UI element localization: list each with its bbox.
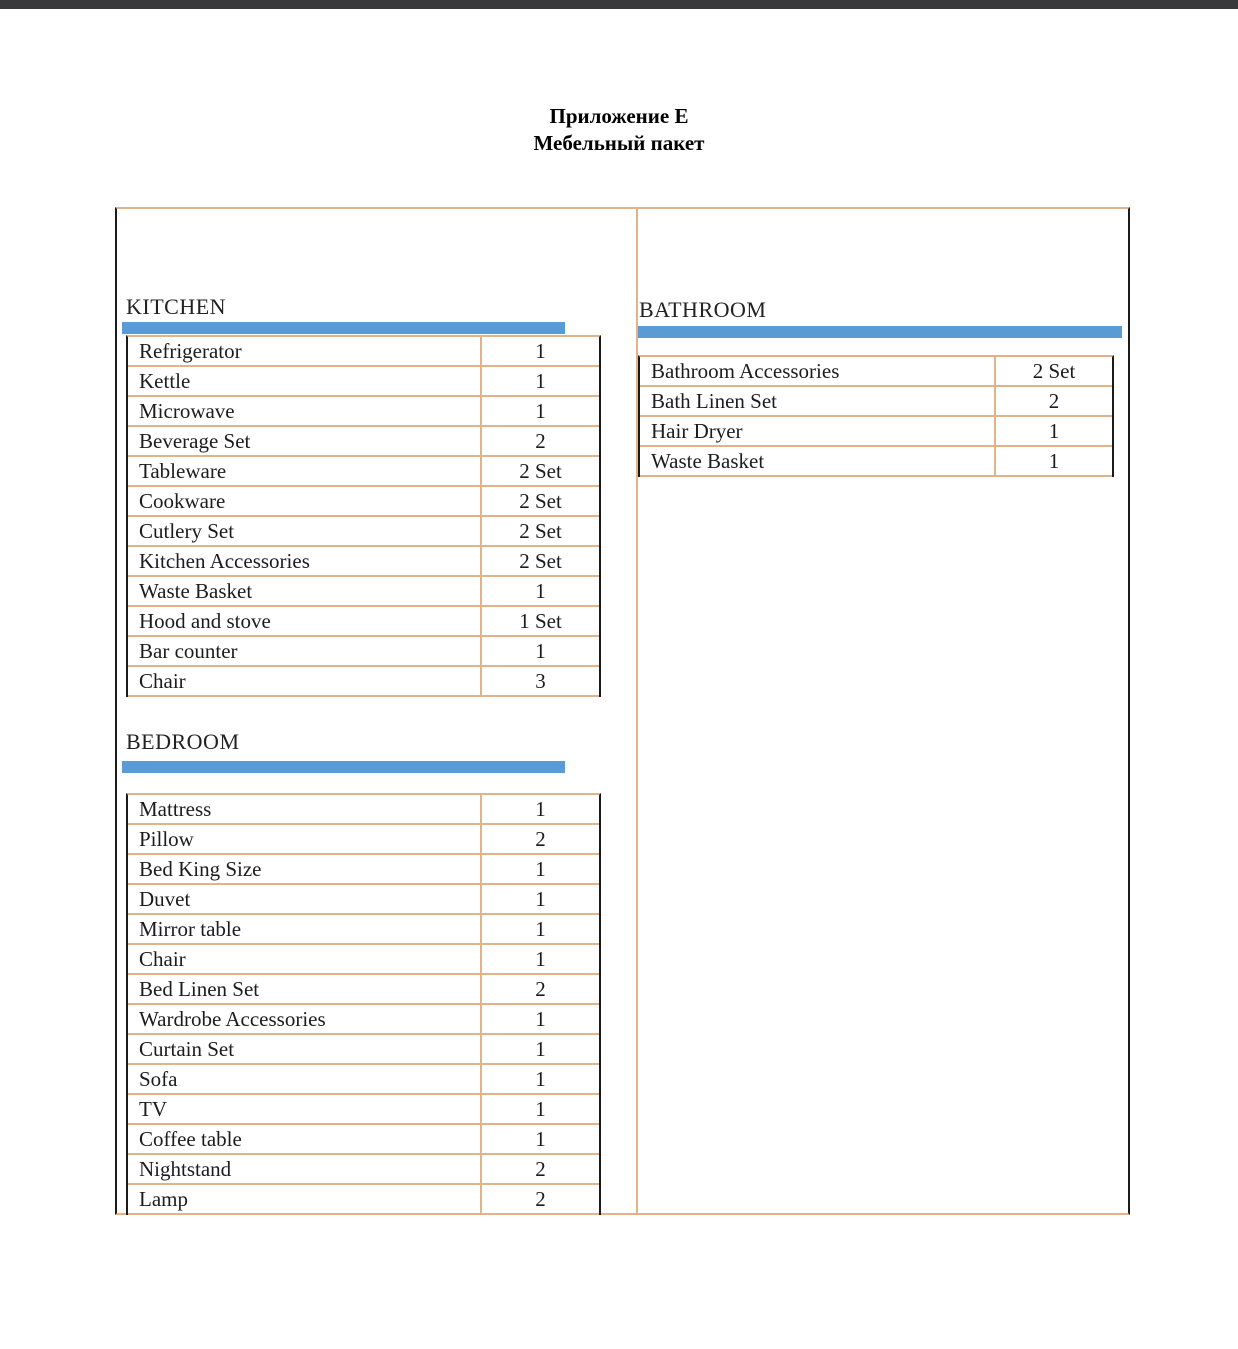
document-title xyxy=(0,103,1238,157)
item-name-cell: Hood and stove xyxy=(139,609,271,633)
item-qty-cell: 2 xyxy=(480,1185,599,1213)
section-heading-kitchen: KITCHEN xyxy=(126,294,227,319)
item-name-cell: Mattress xyxy=(139,797,212,821)
item-qty-cell: 2 xyxy=(480,975,599,1003)
item-qty-cell: 1 xyxy=(480,637,599,665)
table-row xyxy=(640,387,1112,417)
table-row xyxy=(128,607,599,637)
item-qty-cell: 1 Set xyxy=(480,607,599,635)
item-name-cell: Wardrobe Accessories xyxy=(139,1007,326,1031)
item-name-cell: Bed King Size xyxy=(139,857,262,881)
item-qty-cell: 2 Set xyxy=(480,457,599,485)
table-row xyxy=(128,975,599,1005)
item-name-cell: Cookware xyxy=(139,489,226,513)
item-name-cell: Bed Linen Set xyxy=(139,977,260,1001)
bathroom-table xyxy=(638,355,1114,477)
table-row xyxy=(128,1155,599,1185)
item-name-cell: Bar counter xyxy=(139,639,238,663)
table-row xyxy=(640,447,1112,477)
table-row xyxy=(128,337,599,367)
item-qty-cell: 2 xyxy=(480,825,599,853)
table-row xyxy=(128,637,599,667)
item-qty-cell: 1 xyxy=(994,447,1112,475)
item-name-cell: Coffee table xyxy=(139,1127,242,1151)
item-name-cell: Cutlery Set xyxy=(139,519,235,543)
item-name-cell: Pillow xyxy=(139,827,194,851)
item-name-cell: Mirror table xyxy=(139,917,242,941)
table-row xyxy=(128,547,599,577)
window-top-bar xyxy=(0,0,1238,9)
item-name-cell: Tableware xyxy=(139,459,227,483)
table-row xyxy=(128,1185,599,1215)
table-row xyxy=(128,855,599,885)
item-name-cell: Lamp xyxy=(139,1187,188,1211)
table-row xyxy=(128,397,599,427)
item-qty-cell: 2 Set xyxy=(480,547,599,575)
item-name-cell: Chair xyxy=(139,669,186,693)
table-row xyxy=(128,1035,599,1065)
item-qty-cell: 1 xyxy=(480,1095,599,1123)
item-name-cell: Kettle xyxy=(139,369,191,393)
section-heading-bathroom: BATHROOM xyxy=(639,297,767,322)
item-qty-cell: 1 xyxy=(480,1005,599,1033)
item-qty-cell: 1 xyxy=(480,885,599,913)
item-qty-cell: 1 xyxy=(480,945,599,973)
table-row xyxy=(128,487,599,517)
table-row xyxy=(640,357,1112,387)
item-name-cell: Kitchen Accessories xyxy=(139,549,310,573)
item-qty-cell: 1 xyxy=(480,1125,599,1153)
table-row xyxy=(128,1095,599,1125)
kitchen-table xyxy=(126,335,601,697)
item-qty-cell: 1 xyxy=(480,855,599,883)
item-name-cell: Duvet xyxy=(139,887,191,911)
table-row xyxy=(128,795,599,825)
item-qty-cell: 2 xyxy=(994,387,1112,415)
item-name-cell: Microwave xyxy=(139,399,235,423)
item-name-cell: Bath Linen Set xyxy=(651,389,777,413)
item-qty-cell: 2 xyxy=(480,1155,599,1183)
item-qty-cell: 1 xyxy=(480,795,599,823)
item-name-cell: Refrigerator xyxy=(139,339,242,363)
table-row xyxy=(128,427,599,457)
item-qty-cell: 2 Set xyxy=(480,487,599,515)
table-row xyxy=(128,945,599,975)
item-qty-cell: 1 xyxy=(480,337,599,365)
item-qty-cell: 1 xyxy=(480,367,599,395)
item-qty-cell: 1 xyxy=(994,417,1112,445)
bedroom-accent-bar xyxy=(122,761,565,773)
item-name-cell: TV xyxy=(139,1097,167,1121)
item-name-cell: Waste Basket xyxy=(139,579,253,603)
item-name-cell: Chair xyxy=(139,947,186,971)
section-heading-bedroom: BEDROOM xyxy=(126,729,240,754)
item-name-cell: Nightstand xyxy=(139,1157,232,1181)
table-row xyxy=(128,1065,599,1095)
table-row xyxy=(640,417,1112,447)
table-row xyxy=(128,577,599,607)
item-qty-cell: 2 Set xyxy=(480,517,599,545)
item-name-cell: Beverage Set xyxy=(139,429,251,453)
item-name-cell: Bathroom Accessories xyxy=(651,359,840,383)
item-qty-cell: 1 xyxy=(480,915,599,943)
item-qty-cell: 1 xyxy=(480,1035,599,1063)
table-row xyxy=(128,825,599,855)
item-qty-cell: 2 Set xyxy=(994,357,1112,385)
title-line-furniture-package: Мебельный пакет xyxy=(533,131,705,155)
table-row xyxy=(128,457,599,487)
item-name-cell: Curtain Set xyxy=(139,1037,235,1061)
item-qty-cell: 1 xyxy=(480,1065,599,1093)
table-row xyxy=(128,367,599,397)
item-name-cell: Waste Basket xyxy=(651,449,765,473)
table-row xyxy=(128,667,599,697)
item-qty-cell: 2 xyxy=(480,427,599,455)
item-qty-cell: 1 xyxy=(480,397,599,425)
item-qty-cell: 1 xyxy=(480,577,599,605)
item-qty-cell: 3 xyxy=(480,667,599,695)
bedroom-table xyxy=(126,793,601,1215)
item-name-cell: Hair Dryer xyxy=(651,419,743,443)
table-row xyxy=(128,1005,599,1035)
table-row xyxy=(128,1125,599,1155)
kitchen-accent-bar xyxy=(122,322,565,334)
bathroom-accent-bar xyxy=(638,326,1122,338)
table-row xyxy=(128,885,599,915)
item-name-cell: Sofa xyxy=(139,1067,178,1091)
table-row xyxy=(128,915,599,945)
title-line-appendix: Приложение Е xyxy=(549,104,689,128)
table-row xyxy=(128,517,599,547)
